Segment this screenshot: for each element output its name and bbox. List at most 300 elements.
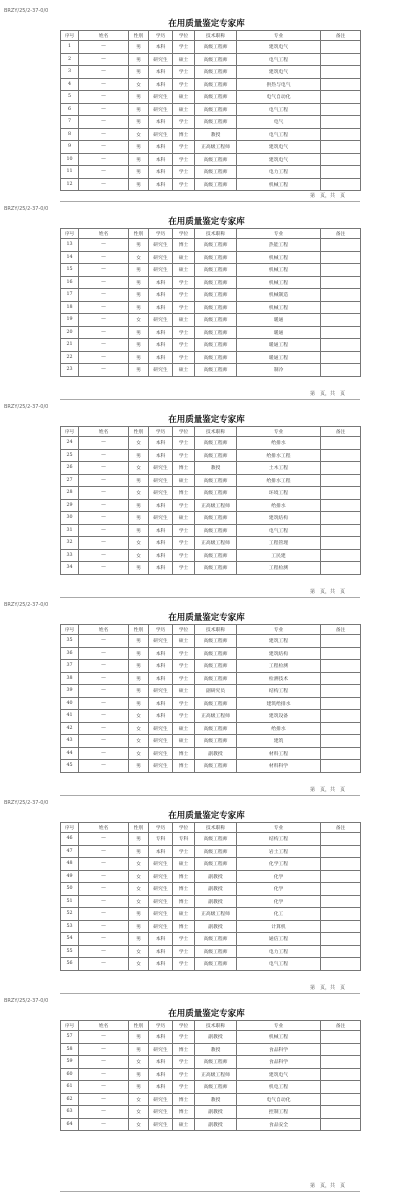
cell-序号: 32 xyxy=(61,537,79,550)
cell-技术职称: 高级工程师 xyxy=(195,364,237,377)
cell-学位: 博士 xyxy=(173,920,195,933)
cell-序号: 3 xyxy=(61,66,79,79)
cell-姓名: — xyxy=(79,339,129,352)
table-row xyxy=(61,908,361,921)
column-header-8: 备注 xyxy=(321,427,361,437)
cell-专业: 建筑工程 xyxy=(237,635,321,648)
table-row xyxy=(61,845,361,858)
cell-专业: 机械工程 xyxy=(237,251,321,264)
cell-姓名: — xyxy=(79,647,129,660)
cell-学历: 本科 xyxy=(149,697,173,710)
cell-性别: 女 xyxy=(129,870,149,883)
cell-序号: 14 xyxy=(61,251,79,264)
cell-姓名: — xyxy=(79,562,129,575)
column-header-5: 学位 xyxy=(173,427,195,437)
cell-性别: 男 xyxy=(129,635,149,648)
cell-技术职称: 高级工程师 xyxy=(195,845,237,858)
cell-序号: 26 xyxy=(61,462,79,475)
table-row xyxy=(61,920,361,933)
cell-学位: 博士 xyxy=(173,870,195,883)
cell-序号: 58 xyxy=(61,1043,79,1056)
page-divider xyxy=(60,597,360,598)
cell-技术职称: 副教授 xyxy=(195,747,237,760)
cell-技术职称: 高级工程师 xyxy=(195,933,237,946)
cell-学历: 本科 xyxy=(149,672,173,685)
cell-学位: 学士 xyxy=(173,647,195,660)
cell-序号: 44 xyxy=(61,747,79,760)
cell-备注 xyxy=(321,351,361,364)
cell-学历: 本科 xyxy=(149,116,173,129)
table-row xyxy=(61,289,361,302)
cell-备注 xyxy=(321,1118,361,1131)
cell-专业: 建筑结构 xyxy=(237,512,321,525)
cell-性别: 男 xyxy=(129,178,149,191)
cell-技术职称: 副教授 xyxy=(195,1118,237,1131)
page-number-label: 第 页，共 页 xyxy=(310,391,346,397)
cell-技术职称: 高级工程师 xyxy=(195,437,237,450)
cell-学位: 博士 xyxy=(173,895,195,908)
expert-table xyxy=(60,228,361,377)
cell-性别: 男 xyxy=(129,1081,149,1094)
cell-备注 xyxy=(321,735,361,748)
cell-性别: 男 xyxy=(129,672,149,685)
cell-专业: 工程检测 xyxy=(237,660,321,673)
header-row xyxy=(61,31,361,41)
column-header-5: 学位 xyxy=(173,229,195,239)
cell-备注 xyxy=(321,314,361,327)
cell-技术职称: 高级工程师 xyxy=(195,1081,237,1094)
cell-序号: 62 xyxy=(61,1093,79,1106)
cell-性别: 男 xyxy=(129,166,149,179)
cell-姓名: — xyxy=(79,537,129,550)
cell-学历: 研究生 xyxy=(149,735,173,748)
cell-姓名: — xyxy=(79,487,129,500)
cell-姓名: — xyxy=(79,1056,129,1069)
column-header-3: 性别 xyxy=(129,1021,149,1031)
cell-备注 xyxy=(321,660,361,673)
column-header-1: 序号 xyxy=(61,625,79,635)
cell-学历: 研究生 xyxy=(149,908,173,921)
cell-备注 xyxy=(321,178,361,191)
cell-学历: 研究生 xyxy=(149,895,173,908)
cell-学位: 硕士 xyxy=(173,474,195,487)
cell-序号: 42 xyxy=(61,722,79,735)
cell-性别: 女 xyxy=(129,537,149,550)
cell-性别: 男 xyxy=(129,141,149,154)
cell-姓名: — xyxy=(79,326,129,339)
cell-专业: 化工 xyxy=(237,908,321,921)
column-header-7: 专业 xyxy=(237,31,321,41)
cell-备注 xyxy=(321,462,361,475)
column-header-2: 姓名 xyxy=(79,1021,129,1031)
cell-学位: 学士 xyxy=(173,153,195,166)
cell-专业: 工民建 xyxy=(237,549,321,562)
column-header-6: 技术职称 xyxy=(195,1021,237,1031)
cell-专业: 工程检测 xyxy=(237,562,321,575)
page-number-label: 第 页，共 页 xyxy=(310,787,346,793)
cell-学历: 研究生 xyxy=(149,462,173,475)
cell-姓名: — xyxy=(79,1081,129,1094)
cell-学历: 本科 xyxy=(149,660,173,673)
column-header-8: 备注 xyxy=(321,1021,361,1031)
cell-备注 xyxy=(321,883,361,896)
cell-姓名: — xyxy=(79,437,129,450)
cell-技术职称: 高级工程师 xyxy=(195,449,237,462)
cell-专业: 检测技术 xyxy=(237,672,321,685)
cell-学历: 研究生 xyxy=(149,512,173,525)
table-row xyxy=(61,1106,361,1119)
cell-序号: 12 xyxy=(61,178,79,191)
cell-学历: 研究生 xyxy=(149,314,173,327)
cell-专业: 机械制造 xyxy=(237,289,321,302)
table-row xyxy=(61,647,361,660)
cell-学历: 研究生 xyxy=(149,128,173,141)
cell-专业: 建筑结构 xyxy=(237,647,321,660)
cell-姓名: — xyxy=(79,153,129,166)
cell-备注 xyxy=(321,301,361,314)
cell-学位: 学士 xyxy=(173,339,195,352)
cell-学历: 本科 xyxy=(149,845,173,858)
header-row xyxy=(61,625,361,635)
cell-姓名: — xyxy=(79,908,129,921)
cell-性别: 男 xyxy=(129,301,149,314)
cell-学历: 本科 xyxy=(149,41,173,54)
cell-备注 xyxy=(321,870,361,883)
cell-学位: 学士 xyxy=(173,845,195,858)
cell-性别: 男 xyxy=(129,103,149,116)
cell-姓名: — xyxy=(79,1031,129,1044)
cell-备注 xyxy=(321,91,361,104)
table-row xyxy=(61,660,361,673)
cell-性别: 男 xyxy=(129,845,149,858)
cell-专业: 材料科学 xyxy=(237,760,321,773)
page-divider xyxy=(60,795,360,796)
cell-序号: 18 xyxy=(61,301,79,314)
cell-姓名: — xyxy=(79,660,129,673)
cell-学历: 本科 xyxy=(149,276,173,289)
cell-学位: 学士 xyxy=(173,449,195,462)
cell-学历: 本科 xyxy=(149,549,173,562)
cell-姓名: — xyxy=(79,635,129,648)
cell-备注 xyxy=(321,760,361,773)
cell-学位: 博士 xyxy=(173,760,195,773)
cell-序号: 41 xyxy=(61,710,79,723)
cell-专业: 材料工程 xyxy=(237,747,321,760)
page-divider xyxy=(60,201,360,202)
cell-专业: 给排水工程 xyxy=(237,449,321,462)
cell-专业: 机械工程 xyxy=(237,276,321,289)
cell-专业: 电力工程 xyxy=(237,945,321,958)
cell-学历: 研究生 xyxy=(149,722,173,735)
column-header-7: 专业 xyxy=(237,229,321,239)
cell-技术职称: 高级工程师 xyxy=(195,103,237,116)
table-row xyxy=(61,1093,361,1106)
cell-专业: 食品科学 xyxy=(237,1043,321,1056)
table-row xyxy=(61,735,361,748)
cell-备注 xyxy=(321,289,361,302)
table-row xyxy=(61,487,361,500)
column-header-4: 学历 xyxy=(149,823,173,833)
cell-专业: 机械工程 xyxy=(237,178,321,191)
cell-技术职称: 正高级工程师 xyxy=(195,908,237,921)
cell-学位: 学士 xyxy=(173,41,195,54)
cell-技术职称: 高级工程师 xyxy=(195,351,237,364)
column-header-2: 姓名 xyxy=(79,625,129,635)
document-code: BRZY/25/2-37-0/0 xyxy=(4,998,49,1004)
cell-序号: 39 xyxy=(61,685,79,698)
cell-备注 xyxy=(321,1031,361,1044)
cell-学历: 本科 xyxy=(149,301,173,314)
column-header-7: 专业 xyxy=(237,427,321,437)
cell-序号: 6 xyxy=(61,103,79,116)
cell-序号: 54 xyxy=(61,933,79,946)
cell-姓名: — xyxy=(79,1118,129,1131)
cell-备注 xyxy=(321,958,361,971)
cell-学位: 硕士 xyxy=(173,735,195,748)
cell-学位: 学士 xyxy=(173,166,195,179)
cell-姓名: — xyxy=(79,845,129,858)
cell-学位: 学士 xyxy=(173,537,195,550)
expert-table xyxy=(60,1020,361,1131)
table-row xyxy=(61,251,361,264)
cell-性别: 女 xyxy=(129,945,149,958)
cell-技术职称: 高级工程师 xyxy=(195,474,237,487)
cell-学位: 博士 xyxy=(173,883,195,896)
cell-姓名: — xyxy=(79,735,129,748)
cell-姓名: — xyxy=(79,499,129,512)
cell-专业: 电力工程 xyxy=(237,166,321,179)
column-header-7: 专业 xyxy=(237,1021,321,1031)
cell-序号: 37 xyxy=(61,660,79,673)
cell-姓名: — xyxy=(79,78,129,91)
cell-专业: 工程管理 xyxy=(237,537,321,550)
cell-备注 xyxy=(321,1043,361,1056)
cell-性别: 男 xyxy=(129,908,149,921)
cell-序号: 13 xyxy=(61,239,79,252)
column-header-3: 性别 xyxy=(129,823,149,833)
table-page-5 xyxy=(0,798,413,996)
cell-性别: 男 xyxy=(129,1043,149,1056)
cell-备注 xyxy=(321,920,361,933)
cell-备注 xyxy=(321,41,361,54)
cell-姓名: — xyxy=(79,895,129,908)
cell-学位: 硕士 xyxy=(173,53,195,66)
table-row xyxy=(61,710,361,723)
table-row xyxy=(61,858,361,871)
cell-专业: 建筑电气 xyxy=(237,141,321,154)
table-row xyxy=(61,562,361,575)
column-header-6: 技术职称 xyxy=(195,823,237,833)
cell-姓名: — xyxy=(79,524,129,537)
page-title: 在用质量鉴定专家库 xyxy=(168,217,245,227)
cell-技术职称: 高级工程师 xyxy=(195,239,237,252)
cell-姓名: — xyxy=(79,549,129,562)
cell-学历: 研究生 xyxy=(149,1043,173,1056)
cell-学历: 研究生 xyxy=(149,487,173,500)
cell-备注 xyxy=(321,66,361,79)
cell-备注 xyxy=(321,647,361,660)
cell-技术职称: 高级工程师 xyxy=(195,487,237,500)
column-header-5: 学位 xyxy=(173,31,195,41)
cell-备注 xyxy=(321,499,361,512)
cell-性别: 女 xyxy=(129,1093,149,1106)
page-number-label: 第 页，共 页 xyxy=(310,1183,346,1189)
column-header-7: 专业 xyxy=(237,625,321,635)
column-header-8: 备注 xyxy=(321,229,361,239)
cell-姓名: — xyxy=(79,251,129,264)
cell-学位: 硕士 xyxy=(173,91,195,104)
cell-姓名: — xyxy=(79,1068,129,1081)
table-row xyxy=(61,474,361,487)
cell-序号: 64 xyxy=(61,1118,79,1131)
cell-学位: 博士 xyxy=(173,128,195,141)
cell-学位: 学士 xyxy=(173,1056,195,1069)
cell-备注 xyxy=(321,449,361,462)
cell-性别: 男 xyxy=(129,499,149,512)
table-row xyxy=(61,760,361,773)
cell-技术职称: 副教授 xyxy=(195,920,237,933)
cell-学历: 本科 xyxy=(149,945,173,958)
cell-专业: 暖通工程 xyxy=(237,351,321,364)
cell-技术职称: 高级工程师 xyxy=(195,91,237,104)
cell-性别: 女 xyxy=(129,462,149,475)
cell-备注 xyxy=(321,276,361,289)
column-header-1: 序号 xyxy=(61,229,79,239)
table-row xyxy=(61,1118,361,1131)
cell-序号: 10 xyxy=(61,153,79,166)
cell-性别: 男 xyxy=(129,289,149,302)
table-row xyxy=(61,116,361,129)
cell-性别: 男 xyxy=(129,833,149,846)
cell-技术职称: 高级工程师 xyxy=(195,116,237,129)
cell-姓名: — xyxy=(79,933,129,946)
cell-学位: 硕士 xyxy=(173,103,195,116)
cell-序号: 45 xyxy=(61,760,79,773)
cell-序号: 50 xyxy=(61,883,79,896)
cell-学位: 博士 xyxy=(173,1093,195,1106)
cell-技术职称: 高级工程师 xyxy=(195,760,237,773)
cell-姓名: — xyxy=(79,351,129,364)
cell-学历: 研究生 xyxy=(149,91,173,104)
cell-学位: 博士 xyxy=(173,1106,195,1119)
cell-学位: 学士 xyxy=(173,116,195,129)
cell-备注 xyxy=(321,512,361,525)
cell-序号: 21 xyxy=(61,339,79,352)
cell-技术职称: 高级工程师 xyxy=(195,289,237,302)
cell-专业: 供热与电气 xyxy=(237,78,321,91)
cell-技术职称: 高级工程师 xyxy=(195,1056,237,1069)
cell-技术职称: 高级工程师 xyxy=(195,562,237,575)
cell-学历: 研究生 xyxy=(149,1093,173,1106)
cell-专业: 食品安全 xyxy=(237,1118,321,1131)
cell-序号: 38 xyxy=(61,672,79,685)
cell-专业: 岩土工程 xyxy=(237,845,321,858)
table-page-1 xyxy=(0,6,413,204)
page-number-label: 第 页，共 页 xyxy=(310,193,346,199)
cell-技术职称: 高级工程师 xyxy=(195,264,237,277)
cell-性别: 男 xyxy=(129,647,149,660)
table-row xyxy=(61,301,361,314)
cell-学位: 硕士 xyxy=(173,908,195,921)
cell-技术职称: 正高级工程师 xyxy=(195,537,237,550)
cell-技术职称: 副研究员 xyxy=(195,685,237,698)
cell-姓名: — xyxy=(79,239,129,252)
cell-备注 xyxy=(321,153,361,166)
cell-学历: 本科 xyxy=(149,1031,173,1044)
cell-学位: 学士 xyxy=(173,660,195,673)
cell-序号: 53 xyxy=(61,920,79,933)
cell-备注 xyxy=(321,908,361,921)
cell-序号: 51 xyxy=(61,895,79,908)
cell-学历: 本科 xyxy=(149,1056,173,1069)
cell-专业: 通信工程 xyxy=(237,933,321,946)
cell-专业: 化学 xyxy=(237,895,321,908)
cell-性别: 男 xyxy=(129,685,149,698)
cell-专业: 环境工程 xyxy=(237,487,321,500)
cell-学位: 硕士 xyxy=(173,858,195,871)
cell-学位: 学士 xyxy=(173,710,195,723)
cell-技术职称: 高级工程师 xyxy=(195,178,237,191)
cell-姓名: — xyxy=(79,722,129,735)
cell-专业: 电气工程 xyxy=(237,128,321,141)
cell-学位: 学士 xyxy=(173,697,195,710)
cell-性别: 女 xyxy=(129,722,149,735)
cell-学历: 研究生 xyxy=(149,364,173,377)
cell-学历: 研究生 xyxy=(149,474,173,487)
cell-备注 xyxy=(321,78,361,91)
cell-性别: 男 xyxy=(129,91,149,104)
cell-备注 xyxy=(321,103,361,116)
cell-学历: 本科 xyxy=(149,326,173,339)
cell-学历: 本科 xyxy=(149,66,173,79)
cell-专业: 制冷 xyxy=(237,364,321,377)
cell-备注 xyxy=(321,710,361,723)
cell-学历: 研究生 xyxy=(149,1106,173,1119)
table-row xyxy=(61,41,361,54)
cell-学位: 学士 xyxy=(173,524,195,537)
cell-学位: 学士 xyxy=(173,289,195,302)
cell-专业: 机械工程 xyxy=(237,301,321,314)
cell-学历: 研究生 xyxy=(149,103,173,116)
cell-备注 xyxy=(321,549,361,562)
cell-学历: 研究生 xyxy=(149,883,173,896)
cell-姓名: — xyxy=(79,264,129,277)
column-header-2: 姓名 xyxy=(79,229,129,239)
cell-学位: 学士 xyxy=(173,141,195,154)
cell-序号: 5 xyxy=(61,91,79,104)
cell-姓名: — xyxy=(79,364,129,377)
cell-学历: 本科 xyxy=(149,166,173,179)
cell-序号: 19 xyxy=(61,314,79,327)
column-header-5: 学位 xyxy=(173,1021,195,1031)
cell-备注 xyxy=(321,524,361,537)
cell-姓名: — xyxy=(79,672,129,685)
cell-学历: 本科 xyxy=(149,178,173,191)
cell-专业: 暖通工程 xyxy=(237,339,321,352)
cell-性别: 女 xyxy=(129,747,149,760)
cell-学历: 研究生 xyxy=(149,760,173,773)
cell-技术职称: 高级工程师 xyxy=(195,524,237,537)
cell-专业: 给排水 xyxy=(237,499,321,512)
cell-学位: 学士 xyxy=(173,499,195,512)
table-row xyxy=(61,895,361,908)
cell-姓名: — xyxy=(79,141,129,154)
table-row xyxy=(61,239,361,252)
table-row xyxy=(61,512,361,525)
cell-技术职称: 高级工程师 xyxy=(195,672,237,685)
cell-性别: 男 xyxy=(129,524,149,537)
cell-备注 xyxy=(321,239,361,252)
